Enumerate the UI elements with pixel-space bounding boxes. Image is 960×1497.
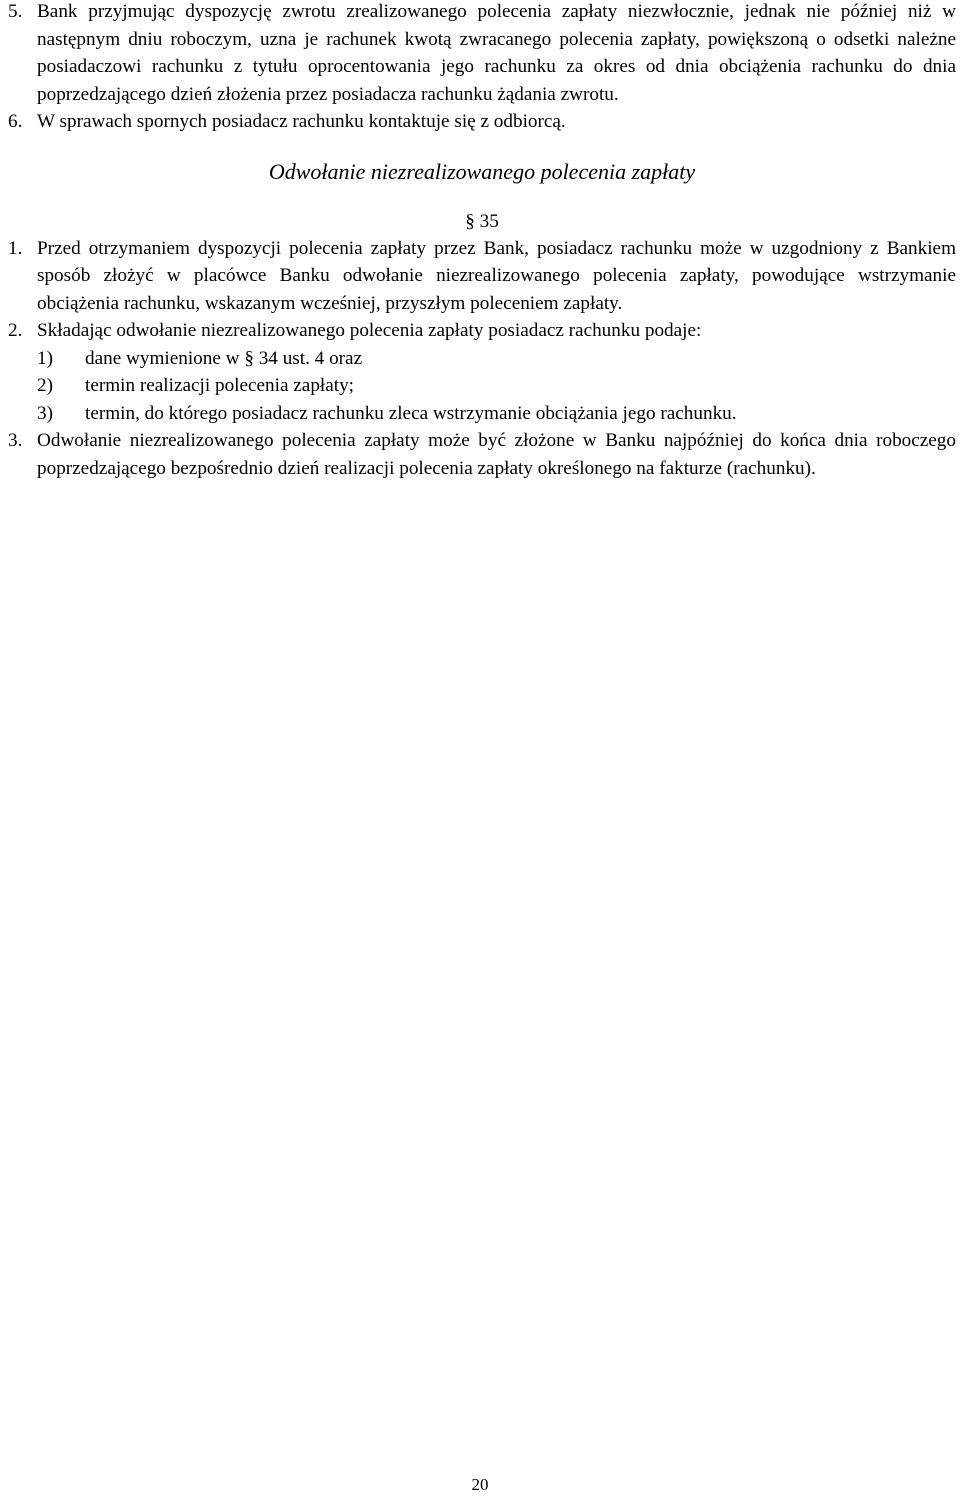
- section-number: § 35: [465, 210, 499, 232]
- section-paragraph-2: [8, 317, 956, 345]
- paragraph-number: 2.: [8, 320, 23, 341]
- list-item-text: termin, do którego posiadacz rachunku zleca wstrzymanie obciążania jego rachunku.: [85, 402, 737, 424]
- paragraph-number: 1.: [8, 237, 23, 259]
- paragraph-5: [8, 0, 956, 108]
- paragraph-6: [8, 108, 956, 136]
- paragraph-number: 6.: [8, 111, 23, 132]
- list-item: [8, 400, 956, 428]
- list-item-text: dane wymienione w § 34 ust. 4 oraz: [85, 347, 363, 369]
- document-content: [8, 0, 956, 482]
- list-item: [8, 372, 956, 400]
- paragraph-text: Składając odwołanie niezrealizowanego polecenia zapłaty posiadacz rachunku podaje:: [37, 320, 702, 341]
- page-number: 20: [471, 1475, 489, 1494]
- section-paragraph-3: [8, 427, 956, 482]
- paragraph-text: Bank przyjmując dyspozycję zwrotu zrealizowanego polecenia zapłaty niezwłocznie, jednak nie później niż w następnym dniu roboczym, uzna je rachunek kwotą zwracanego polecenia zapłaty, powiększoną o odsetki należne posiadaczowi rachunku z tytułu oprocentowania jego rachunku za okres od dnia obciążenia rachunku do dnia poprzedzającego dzień złożenia przez posiadacza rachunku żądania zwrotu.: [37, 1, 956, 105]
- list-item-number: 3): [37, 402, 53, 424]
- list-item-number: 1): [37, 347, 53, 369]
- list-item: [8, 345, 956, 373]
- sub-list: [8, 345, 956, 428]
- list-item-number: 2): [37, 375, 53, 396]
- paragraph-number: 5.: [8, 1, 23, 22]
- paragraph-text: W sprawach spornych posiadacz rachunku kontaktuje się z odbiorcą.: [37, 111, 566, 132]
- section-paragraph-1: [8, 235, 956, 318]
- section-heading: Odwołanie niezrealizowanego polecenia zapłaty: [268, 158, 696, 184]
- paragraph-text: Przed otrzymaniem dyspozycji polecenia zapłaty przez Bank, posiadacz rachunku może w uzgodniony z Bankiem sposób złożyć w placówce Banku odwołanie niezrealizowanego polecenia zapłaty, powodujące wstrzymanie obciążenia rachunku, wskazanym wcześniej, przyszłym poleceniem zapłaty.: [37, 237, 956, 314]
- list-item-text: termin realizacji polecenia zapłaty;: [85, 375, 355, 396]
- paragraph-text: Odwołanie niezrealizowanego polecenia zapłaty może być złożone w Banku najpóźniej do końca dnia roboczego poprzedzającego bezpośrednio dzień realizacji polecenia zapłaty określonego na fakturze (rachunku).: [37, 430, 956, 479]
- paragraph-number: 3.: [8, 430, 23, 451]
